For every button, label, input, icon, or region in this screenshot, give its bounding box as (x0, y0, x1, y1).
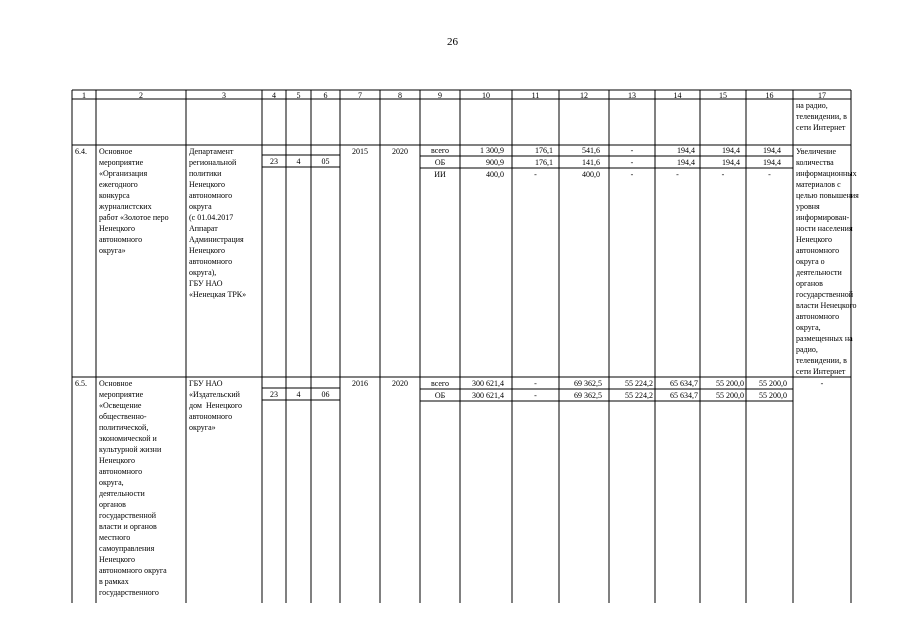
row-65-code-6: 06 (321, 390, 330, 399)
row-64-name: Основное мероприятие «Организация ежегодного конкурса журналистских работ «Золотое перо Ненецкого автономного округа» (99, 147, 169, 255)
row-64-source-ii: ИИ (434, 170, 446, 179)
row-64-result: Увеличение количества информационных материалов с целью повышения уровня информирован- ности населения Ненецкого автономного округа о деятельности органов государственной власти Ненецкого автономного округа, размещенных на радио, телевидении, в сети Интернет (796, 147, 859, 376)
row-64-2016-all: 541,6 (582, 146, 600, 155)
header-col-13: 13 (628, 91, 636, 100)
header-col-7: 7 (358, 91, 362, 100)
carry-over-result: на радио, телевидении, в сети Интернет (796, 101, 847, 132)
row-64-number: 6.4. (75, 147, 87, 156)
row-65-2020-ob: 55 200,0 (759, 391, 787, 400)
row-65-2017-ob: 55 224,2 (625, 391, 653, 400)
row-64-2018-ob: 194,4 (677, 158, 695, 167)
header-col-11: 11 (531, 91, 540, 100)
row-65-2016-all: 69 362,5 (574, 379, 602, 388)
row-65-result: - (820, 379, 824, 388)
row-64-code-4: 23 (270, 157, 278, 166)
header-col-3: 3 (222, 91, 226, 100)
row-64-total-ob: 900,9 (486, 158, 504, 167)
row-64-code-6: 05 (321, 157, 330, 166)
row-64-2017-ii: - (630, 170, 634, 179)
row-64-2020-ob: 194,4 (763, 158, 781, 167)
header-col-12: 12 (580, 91, 588, 100)
row-64-total-all: 1 300,9 (480, 146, 504, 155)
header-col-4: 4 (272, 91, 276, 100)
row-64-2017-all: - (630, 146, 634, 155)
header-col-16: 16 (765, 91, 774, 100)
row-65-code-4: 23 (270, 390, 278, 399)
row-64-2019-ii: - (721, 170, 725, 179)
row-64-2015-ob: 176,1 (535, 158, 553, 167)
row-64-2015-all: 176,1 (535, 146, 553, 155)
header-col-15: 15 (719, 91, 727, 100)
row-65-2019-ob: 55 200,0 (716, 391, 744, 400)
header-col-5: 5 (296, 91, 301, 100)
row-65-total-ob: 300 621,4 (472, 391, 504, 400)
row-65-source-ob: ОБ (434, 391, 446, 400)
page-number: 26 (447, 36, 458, 48)
row-64-2016-ii: 400,0 (582, 170, 600, 179)
row-64-end-year: 2020 (392, 147, 408, 156)
header-col-9: 9 (438, 91, 442, 100)
row-65-code-5: 4 (296, 390, 301, 399)
row-65-2018-ob: 65 634,7 (670, 391, 698, 400)
row-65-total-all: 300 621,4 (472, 379, 504, 388)
header-col-17: 17 (818, 91, 826, 100)
header-col-6: 6 (323, 91, 328, 100)
row-64-total-ii: 400,0 (486, 170, 504, 179)
row-64-2020-ii: - (768, 170, 771, 179)
row-64-source-total: всего (430, 146, 449, 155)
row-65-2015-all: - (534, 379, 537, 388)
row-64-source-ob: ОБ (434, 158, 446, 167)
row-65-2016-ob: 69 362,5 (574, 391, 602, 400)
header-col-14: 14 (673, 91, 682, 100)
row-64-2019-ob: 194,4 (722, 158, 740, 167)
row-65-2019-all: 55 200,0 (716, 379, 744, 388)
header-col-10: 10 (482, 91, 490, 100)
row-64-2018-ii: - (676, 170, 679, 179)
row-64-2018-all: 194,4 (677, 146, 695, 155)
row-65-executor: ГБУ НАО «Издательский дом Ненецкого автономного округа» (189, 379, 242, 432)
row-65-2020-all: 55 200,0 (759, 379, 787, 388)
row-65-source-total: всего (430, 379, 449, 388)
row-65-2017-all: 55 224,2 (625, 379, 653, 388)
header-col-1: 1 (82, 91, 86, 100)
header-col-2: 2 (139, 91, 143, 100)
row-65-name: Основное мероприятие «Освещение общественно- политической, экономической и культурной жизни Ненецкого автономного округа, деятельности органов государственной власти и органов местного самоуправления Ненецкого автономного округа в рамках государственного (99, 379, 167, 597)
row-64-executor: Департамент региональной политики Ненецкого автономного округа (с 01.04.2017 Аппарат Администрация Ненецкого автономного округа), ГБУ НАО «Ненецкая ТРК» (189, 147, 247, 299)
row-65-2018-all: 65 634,7 (670, 379, 698, 388)
row-64-2015-ii: - (534, 170, 537, 179)
header-col-8: 8 (398, 91, 402, 100)
row-65-start-year: 2016 (352, 379, 368, 388)
row-64-start-year: 2015 (352, 147, 368, 156)
row-64-2020-all: 194,4 (763, 146, 781, 155)
row-64-2017-ob: - (630, 158, 634, 167)
row-64-2019-all: 194,4 (722, 146, 740, 155)
row-65-number: 6.5. (75, 379, 87, 388)
row-65-2015-ob: - (534, 391, 537, 400)
row-65-end-year: 2020 (392, 379, 408, 388)
row-64-code-5: 4 (296, 157, 301, 166)
row-64-2016-ob: 141,6 (582, 158, 600, 167)
